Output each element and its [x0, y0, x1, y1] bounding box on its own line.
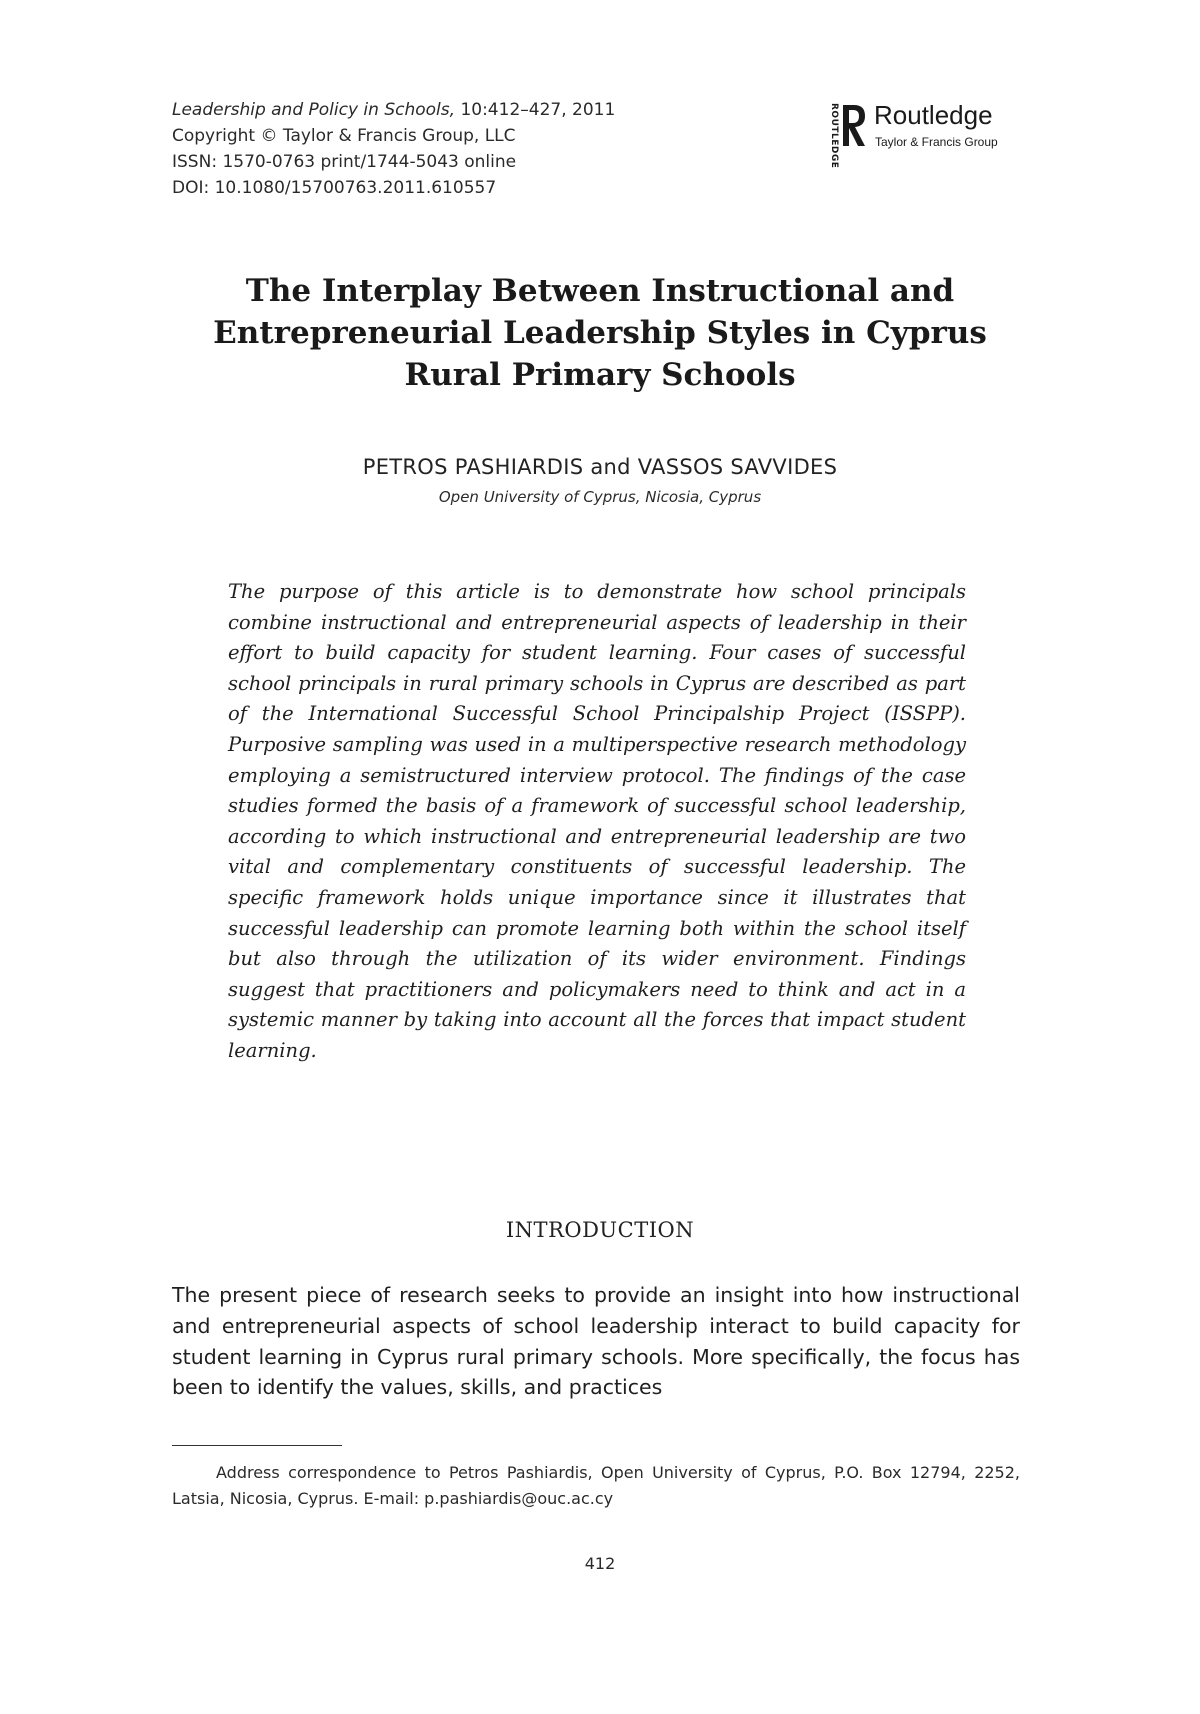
affiliation: Open University of Cyprus, Nicosia, Cyprus [438, 488, 762, 506]
introduction-paragraph: The present piece of research seeks to provide an insight into how instructional and entrepreneurial aspects of school leadership interact to build capacity for student learning in Cyprus rural primary schools. More specifically, the focus has been to identify the values, skills, and practices [172, 1283, 1020, 1400]
journal-volume-pages: 10:412–427, 2011 [455, 100, 616, 120]
footnote [172, 1460, 1020, 1512]
publisher-name: Routledge [874, 100, 993, 130]
abstract: The purpose of this article is to demonstrate how school principals combine instructional and entrepreneurial aspects of leadership in their effort to build capacity for student learning. Four cases of successful school principals in rural primary schools in Cyprus are described as part of the International Successful School Principalship Project (ISSPP). Purposive sampling was used in a multiperspective research methodology employing a semistructured interview protocol. The findings of the case studies formed the basis of a framework of successful school leadership, according to which instructional and entrepreneurial leadership are two vital and complementary constituents of successful leadership. The specific framework holds unique importance since it illustrates that successful leadership can promote learning both within the school itself but also through the utilization of its wider environment. Findings suggest that practitioners and policymakers need to think and act in a systemic manner by taking into account all the forces that impact student learning. [228, 580, 966, 1062]
title-line: The Interplay Between Instructional and [245, 273, 955, 309]
section-heading-introduction: INTRODUCTION [505, 1218, 695, 1242]
title-line: Rural Primary Schools [404, 357, 796, 393]
page-number: 412 [584, 1554, 616, 1573]
routledge-logo [825, 100, 1025, 169]
routledge-r-icon [841, 102, 867, 148]
publisher-subtitle: Taylor & Francis Group [875, 135, 998, 149]
journal-citation-block [172, 97, 615, 201]
journal-citation [172, 97, 615, 123]
title-line: Entrepreneurial Leadership Styles in Cyprus [213, 315, 987, 351]
footnote-text: Address correspondence to Petros Pashiardis, Open University of Cyprus, P.O. Box 12794, 2252, Latsia, Nicosia, Cyprus. E-mail: p.pashiardis@ouc.ac.cy [172, 1463, 1020, 1508]
journal-name: Leadership and Policy in Schools, [172, 100, 456, 120]
copyright-line: Copyright © Taylor & Francis Group, LLC [172, 126, 516, 146]
logo-vertical-text: ROUTLEDGE [829, 103, 839, 169]
doi-line: DOI: 10.1080/15700763.2011.610557 [172, 178, 497, 198]
issn-line: ISSN: 1570-0763 print/1744-5043 online [172, 152, 517, 172]
authors: PETROS PASHIARDIS and VASSOS SAVVIDES [362, 455, 838, 479]
article-title [150, 270, 1050, 396]
footnote-divider [172, 1445, 342, 1446]
